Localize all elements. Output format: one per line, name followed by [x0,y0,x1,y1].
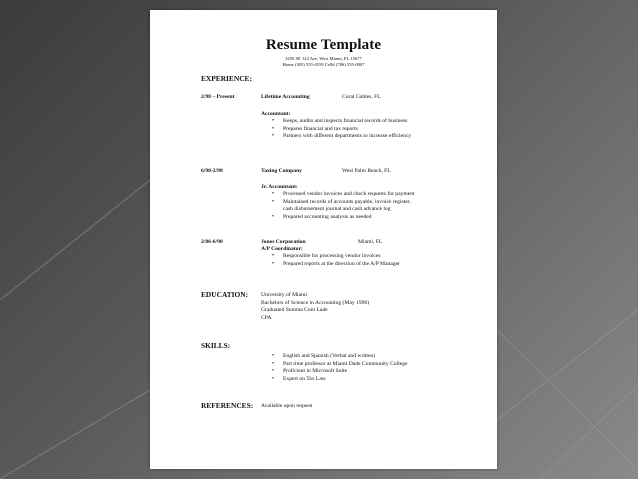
job-bullets [272,253,400,268]
list-item: • Processed vendor invoices and check requests for payment [272,191,415,199]
education-heading: EDUCATION: [201,290,249,299]
job-company: Taxing Company [261,168,302,174]
list-item: cash disbursement journal and cash advance log [283,206,391,212]
job-bullets [272,191,415,221]
job-position: Jr. Accountant: [261,184,298,190]
job-company: Lifetime Accounting [261,94,310,100]
list-item: • Keeps, audits and inspects financial records of business [272,118,411,126]
education-line: CPA [261,314,272,321]
job-dates: 2/86-6/90 [201,239,223,245]
resume-title: Resume Template [265,37,382,53]
list-item: • Prepared accounting analysis as needed [272,214,415,222]
job-location: Coral Gables, FL [342,94,381,100]
job-location: Miami, FL [358,239,383,245]
job-position: A/P Coordinator: [261,246,303,252]
address-line: 3450 SE 123 Ave, West Miami, FL 15677 [285,56,362,61]
education-line: Graduated Summa Cum Lade [261,307,328,313]
references-heading: REFERENCES: [201,401,254,410]
list-item: • Prepared reports at the direction of the A/P Manager [272,261,400,269]
list-item: • Prepares financial and tax reports [272,126,411,134]
education-line: University of Miami [261,292,307,298]
references-text: Available upon request [261,403,313,409]
skills-heading: SKILLS: [201,341,231,350]
education-line: Bachelors of Science in Accounting (May 1990) [261,299,370,306]
job-dates: 6/90-2/98 [201,168,223,174]
list-item: • Part time professor at Miami Dade Community College [272,361,407,369]
job-company: Jones Corporation [261,239,306,245]
list-item: • Responsible for processing vendor invoices [272,253,400,261]
list-item: • Expert on Tax Law [272,376,407,384]
experience-heading: EXPERIENCE: [201,74,252,83]
education-details [261,292,369,322]
phone-line: Home (305) 555-4559 Cell# (786) 555-0007 [282,62,365,67]
list-item: • English and Spanish (Verbal and written) [272,353,407,361]
list-item: • Proficient in Microsoft Suite [272,368,407,376]
job-position: Accountant: [261,111,291,117]
job-location: West Palm Beach, FL [342,168,391,174]
job-dates: 2/98 – Present [201,94,235,100]
list-item: • Maintained records of accounts payable, invoice register, [272,199,415,207]
job-bullets [272,118,411,141]
skills-bullets [272,353,407,383]
resume-page [150,10,497,469]
list-item: • Partners with different departments to increase efficiency [272,133,411,141]
